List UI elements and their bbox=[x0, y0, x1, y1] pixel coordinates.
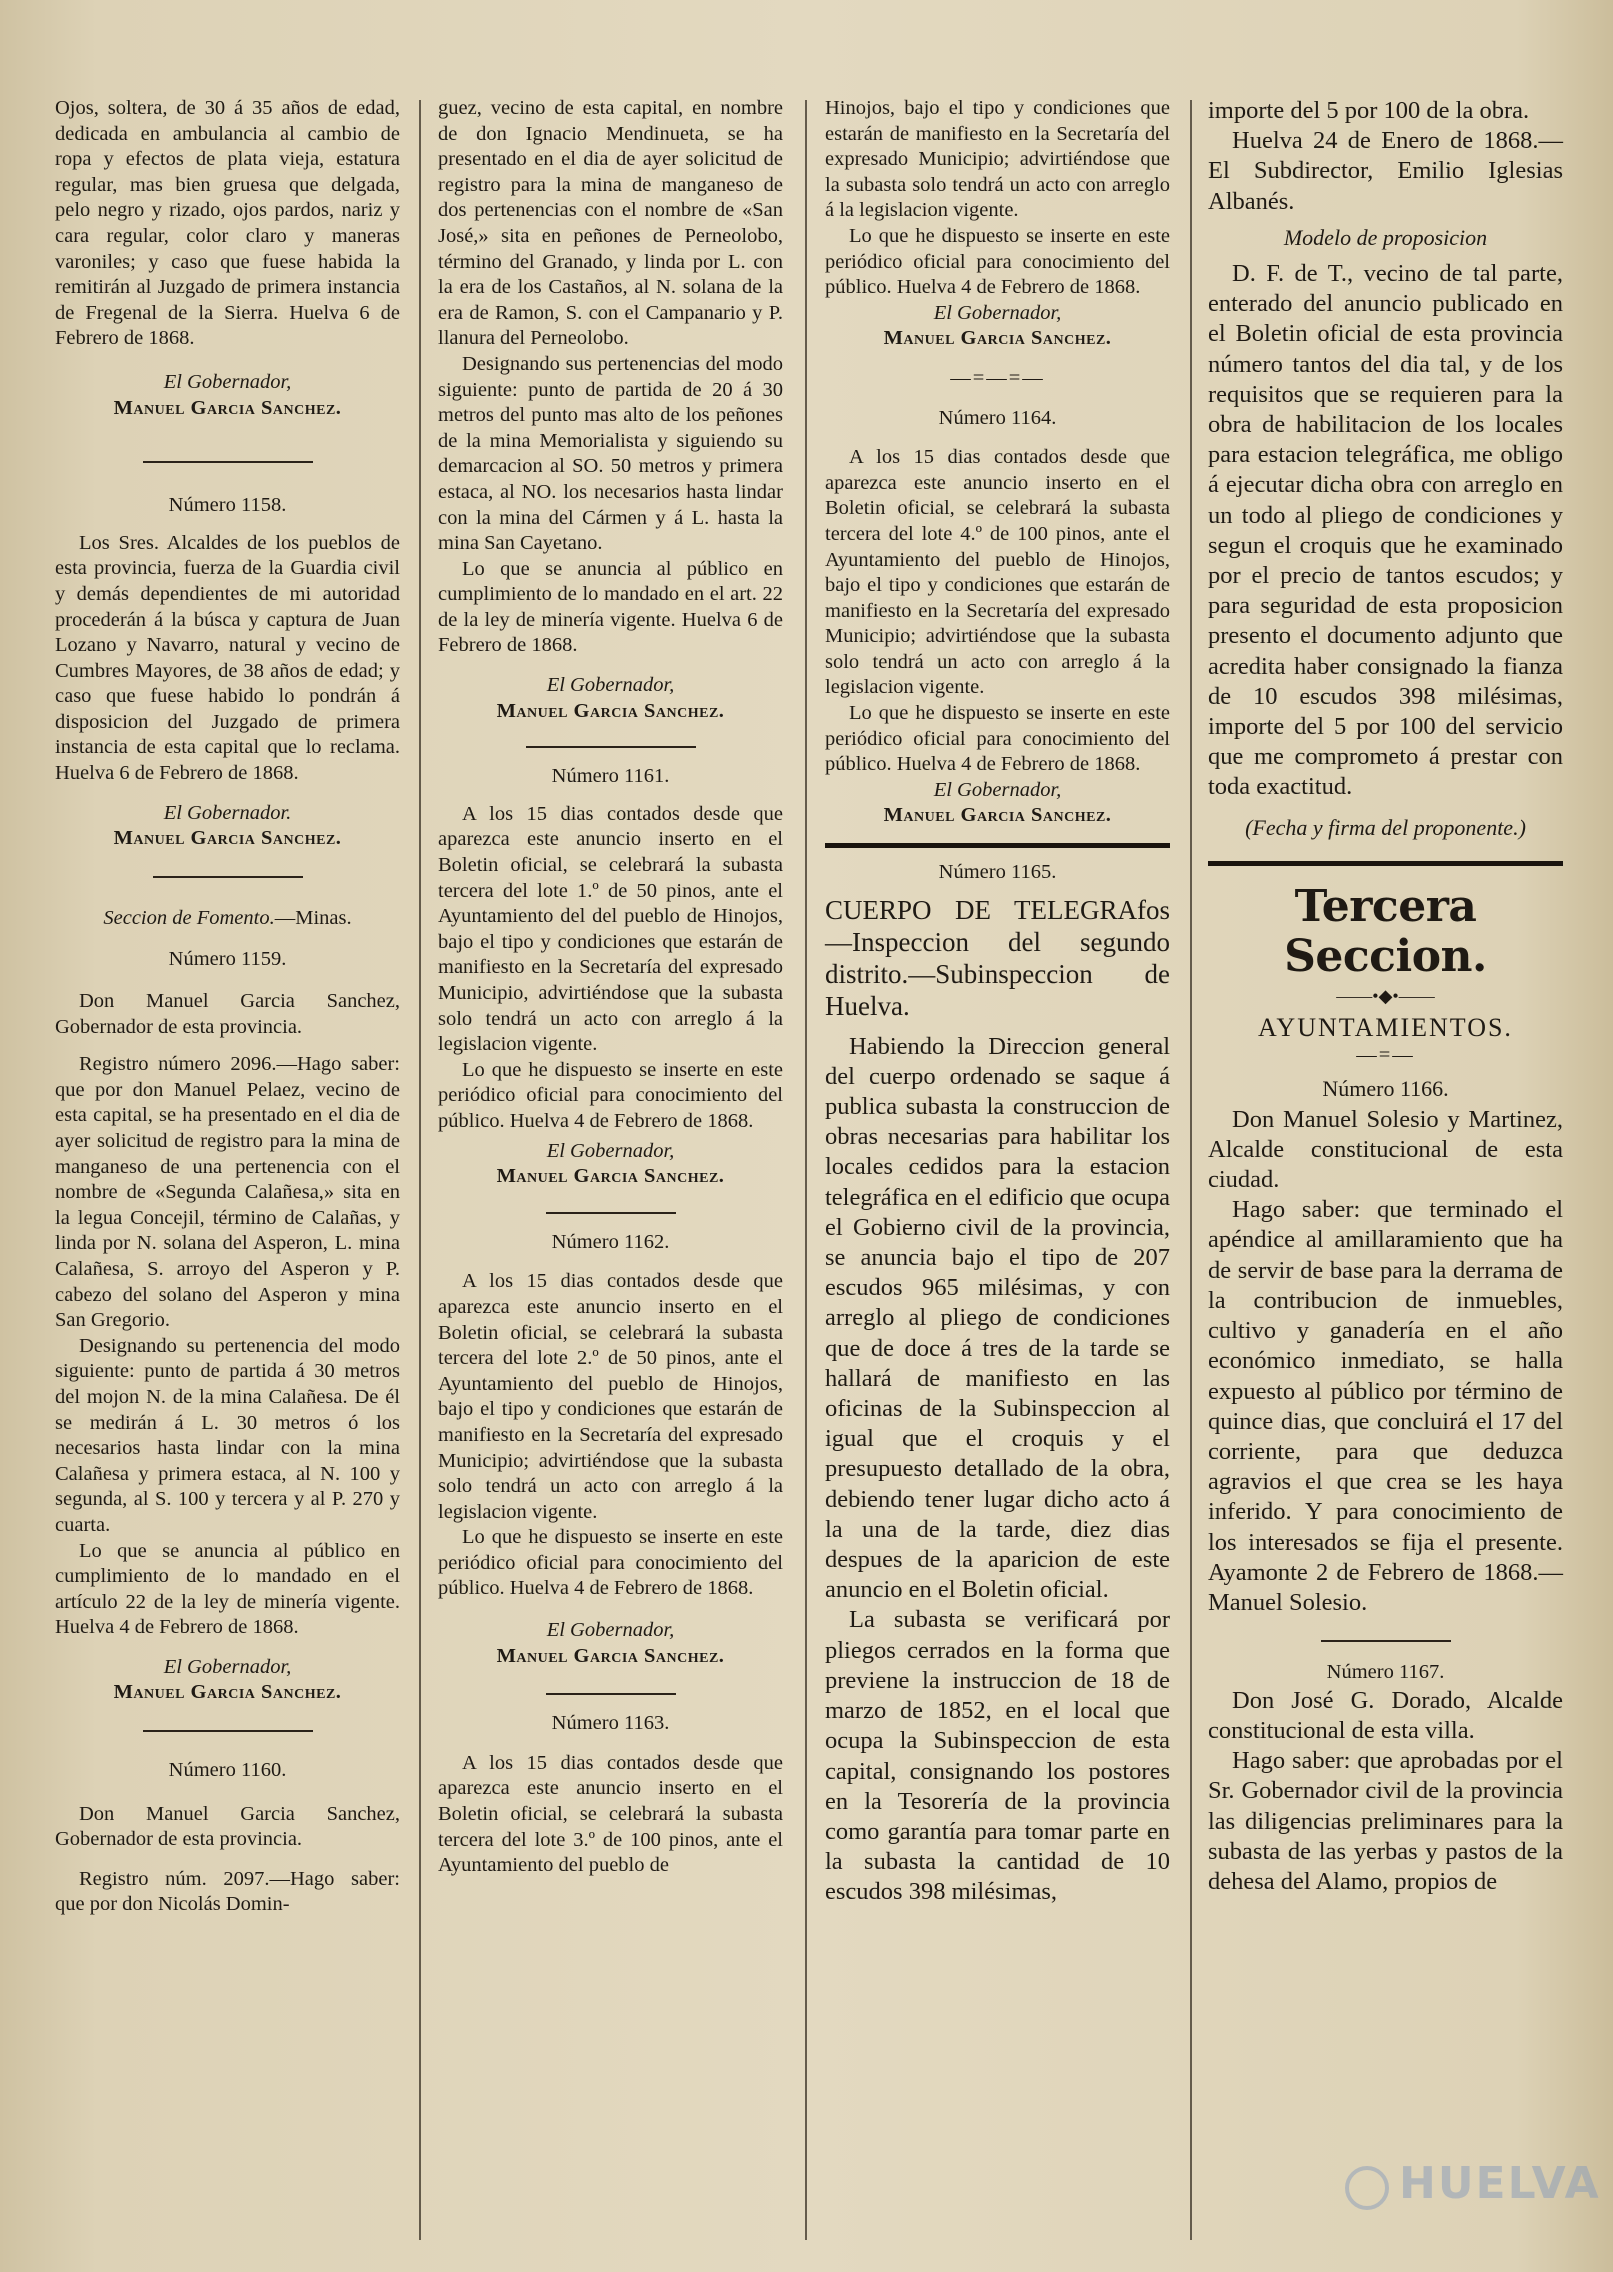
notice-text: Los Sres. Alcaldes de los pueblos de esta provincia, fuerza de la Guardia civil y demás dependientes de mi autoridad procederán á la búsca y captura de Juan Lozano y Navarro, natural y vecino de Cumbres Mayores, de 38 años de edad; y caso que fuese habido lo pondrán á disposicion del Juzgado de primera instancia de esta capital que lo reclama. Huelva 6 de Febrero de 1868. bbox=[55, 531, 400, 785]
notice-number: Número 1166. bbox=[1322, 1076, 1449, 1102]
signature bbox=[55, 801, 400, 852]
thick-rule bbox=[825, 843, 1170, 848]
notice-number: Número 1158. bbox=[168, 494, 287, 517]
signature-name: Manuel Garcia Sanchez. bbox=[496, 1644, 725, 1667]
signature-name: Manuel Garcia Sanchez. bbox=[883, 804, 1112, 827]
notice-text: Lo que he dispuesto se inserte en este periódico oficial para conocimiento del público. Huelva 4 de Febrero de 1868. bbox=[825, 224, 1170, 299]
signature bbox=[438, 1139, 783, 1190]
notice-text: D. F. de T., vecino de tal parte, enterado del anuncio publicado en el Boletin oficial de esta provincia número tantos del dia tal, y de los requisitos que se requieren para la obra de habilitacion de los locales para estacion telegráfica, me obligo á ejecutar dicha obra con arreglo en un todo al pliego de condiciones y segun el croquis que he examinado por el precio de tantos escudos; y para seguridad de esta proposicion presento el documento adjunto que acredita haber consignado la fianza de 10 escudos 398 milésimas, importe del 5 por 100 del servicio que me comprometo á prestar con toda exactitud. bbox=[1208, 260, 1563, 801]
notice-text: A los 15 dias contados desde que aparezca este anuncio inserto en el Boletin oficial, se celebrará la subasta tercera del lote 3.º de 100 pinos, ante el Ayuntamiento del pueblo de bbox=[438, 1751, 783, 1877]
notice-text: Hago saber: que aprobadas por el Sr. Gobernador civil de la provincia las diligencias preliminares para la subasta de las yerbas y pastos de la dehesa del Alamo, propios de bbox=[1208, 1747, 1563, 1895]
notice-text: Huelva 24 de Enero de 1868.—El Subdirector, Emilio Iglesias Albanés. bbox=[1208, 127, 1563, 215]
signature-name: Manuel Garcia Sanchez. bbox=[113, 396, 342, 419]
notice-text: Registro núm. 2097.—Hago saber: que por don Nicolás Domin- bbox=[55, 1867, 400, 1916]
signature-name: Manuel Garcia Sanchez. bbox=[496, 1165, 725, 1188]
dash-separator: —=— bbox=[1356, 1043, 1415, 1066]
notice-number: Número 1164. bbox=[938, 406, 1057, 429]
notice-heading: Don José G. Dorado, Alcalde constitucional de esta villa. bbox=[1208, 1686, 1563, 1744]
column-rule-2 bbox=[805, 100, 807, 2240]
signature-name: Manuel Garcia Sanchez. bbox=[113, 827, 342, 850]
section-subtitle: —Minas. bbox=[274, 906, 352, 929]
column-2 bbox=[438, 96, 783, 1879]
signature bbox=[438, 1618, 783, 1669]
notice-text: Hinojos, bajo el tipo y condiciones que estarán de manifiesto en la Secretaría del expresado Municipio; advirtiéndose que la subasta solo tendrá un acto con arreglo á la legislacion vigente. bbox=[825, 97, 1170, 222]
notice-number: Número 1160. bbox=[168, 1759, 287, 1782]
notice-text: A los 15 dias contados desde que aparezca este anuncio inserto en el Boletin oficial, se celebrará la subasta tercera del lote 1.º de 50 pinos, ante el Ayuntamiento del del pueblo de Hinojos, bajo el tipo y condiciones que estarán de manifiesto en la Secretaría del expresado Municipio, advirtiéndose que la subasta solo tendrá un acto con arreglo á la legislacion vigente. bbox=[438, 802, 783, 1056]
notice-text: Ojos, soltera, de 30 á 35 años de edad, dedicada en ambulancia al cambio de ropa y efectos de plata vieja, estatura regular, mas bien gruesa que delgada, pelo negro y rizado, ojos pardos, nariz y cara regular, color claro y maneras varoniles; y caso que fuese habida la remitirán al Juzgado de primera instancia de Fregenal de la Sierra. Huelva 6 de Febrero de 1868. bbox=[55, 97, 400, 350]
huelva-watermark bbox=[1345, 2158, 1601, 2216]
signature-name: Manuel Garcia Sanchez. bbox=[113, 1681, 342, 1704]
separator bbox=[143, 1730, 313, 1732]
signature-title: El Gobernador, bbox=[546, 1139, 675, 1162]
notice-number: Número 1165. bbox=[938, 861, 1057, 884]
notice-heading: Don Manuel Solesio y Martinez, Alcalde constitucional de esta ciudad. bbox=[1208, 1105, 1563, 1194]
notice-heading: Don Manuel Garcia Sanchez, Gobernador de esta provincia. bbox=[55, 1802, 400, 1851]
separator bbox=[546, 1693, 676, 1695]
notice-text: Registro número 2096.—Hago saber: que por don Manuel Pelaez, vecino de esta capital, se ha presentado en el dia de ayer solicitud de registro para la mina de manganeso de una pertenencia con el nombre de «Segunda Calañesa,» sita en la legua Concejil, término de Calañas, y linda por N. solana del Asperon, L. mina Calañesa, S. arroyo del Asperon y P. cabezo del solano del Asperon y mina San Gregorio. bbox=[55, 1053, 400, 1332]
ornament-icon: ——•◆•—— bbox=[1336, 985, 1435, 1006]
notice-text: Designando su pertenencia del modo siguiente: punto de partida á 30 metros del mojon N. de la mina Calañesa. De él se medirán á L. 30 metros ó los necesarios hasta lindar con la mina Calañesa y primera estaca, al N. 100 y segunda, al S. 100 y tercera y al P. 270 y cuarta. bbox=[55, 1334, 400, 1536]
signature-title: El Gobernador, bbox=[163, 1655, 292, 1678]
column-3 bbox=[825, 96, 1170, 1908]
notice-text: Lo que se anuncia al público en cumplimiento de lo mandado en el artículo 22 de la ley de minería vigente. Huelva 4 de Febrero de 1868. bbox=[55, 1539, 400, 1639]
model-title: Modelo de proposicion bbox=[1283, 224, 1488, 250]
notice-text: La subasta se verificará por pliegos cerrados en la forma que previene la instruccion de 18 de marzo de 1852, en el local que ocupa la Subinspeccion de esta capital, consignando los postores en la Tesorería de la provincia como garantía para tomar parte en la subasta la cantidad de 10 escudos 398 milésimas, bbox=[825, 1606, 1170, 1906]
notice-text: importe del 5 por 100 de la obra. bbox=[1208, 97, 1530, 124]
dash-separator: —=—=— bbox=[950, 366, 1045, 389]
signature-title: El Gobernador, bbox=[546, 1619, 675, 1642]
signature bbox=[825, 301, 1170, 352]
section-title: Tercera Seccion. bbox=[1284, 880, 1487, 982]
separator bbox=[546, 1212, 676, 1214]
notice-number: Número 1167. bbox=[1326, 1661, 1445, 1684]
notice-text: guez, vecino de esta capital, en nombre de don Ignacio Mendinueta, se ha presentado en el dia de ayer solicitud de registro para la mina de manganeso de dos pertenencias con el nombre de «San José,» sita en peñones de Perneolobo, término del Granado, y linda por L. con la era de los Castaños, al N. solana de la era de Ramon, S. con el Campanario y P. llanura del Perneolobo. bbox=[438, 97, 783, 350]
signature-title: El Gobernador, bbox=[546, 674, 675, 697]
separator bbox=[143, 461, 313, 463]
separator bbox=[1321, 1640, 1451, 1642]
notice-text: Lo que he dispuesto se inserte en este periódico oficial para conocimiento del público. Huelva 4 de Febrero de 1868. bbox=[438, 1058, 783, 1132]
column-rule-3 bbox=[1190, 100, 1192, 2240]
notice-number: Número 1159. bbox=[168, 948, 287, 971]
signature-title: El Gobernador, bbox=[933, 778, 1062, 801]
thick-rule bbox=[1208, 861, 1563, 866]
date-signature-note: (Fecha y firma del proponente.) bbox=[1245, 814, 1526, 840]
notice-number: Número 1161. bbox=[551, 765, 670, 788]
signature bbox=[825, 778, 1170, 829]
seal-icon bbox=[1345, 2166, 1389, 2210]
notice-heading: CUERPO DE TELEGRAfos —Inspeccion del segundo distrito.—Subinspeccion de Huelva. bbox=[825, 894, 1170, 1021]
notice-text: Designando sus pertenencias del modo siguiente: punto de partida de 20 á 30 metros del punto mas alto de los peñones de la mina Memorialista y siguiendo su demarcacion al SO. 50 metros y primera estaca, al NO. los necesarios hasta lindar con la mina del Cármen y á L. hasta la mina San Cayetano. bbox=[438, 352, 783, 555]
column-4 bbox=[1208, 96, 1563, 1897]
column-rule-1 bbox=[419, 100, 421, 2240]
section-title: Seccion de Fomento. bbox=[103, 906, 275, 929]
signature-title: El Gobernador, bbox=[933, 301, 1062, 324]
signature-title: El Gobernador, bbox=[163, 370, 292, 393]
notice-text: A los 15 dias contados desde que aparezca este anuncio inserto en el Boletin oficial, se celebrará la subasta tercera del lote 2.º de 50 pinos, ante el Ayuntamiento del pueblo de Hinojos, bajo el tipo y condiciones que estarán de manifiesto en la Secretaría del expresado Municipio; advirtiéndose que la subasta solo tendrá un acto con arreglo á la legislacion vigente. bbox=[438, 1270, 783, 1523]
signature bbox=[55, 1655, 400, 1706]
signature bbox=[55, 370, 400, 421]
notice-number: Número 1163. bbox=[551, 1712, 670, 1735]
notice-text: Lo que he dispuesto se inserte en este periódico oficial para conocimiento del público. Huelva 4 de Febrero de 1868. bbox=[438, 1526, 783, 1600]
separator bbox=[153, 876, 303, 878]
section-subtitle: AYUNTAMIENTOS. bbox=[1258, 1012, 1513, 1042]
signature-name: Manuel Garcia Sanchez. bbox=[883, 327, 1112, 350]
notice-heading: Don Manuel Garcia Sanchez, Gobernador de esta provincia. bbox=[55, 990, 400, 1038]
separator bbox=[526, 746, 696, 748]
notice-text: Hago saber: que terminado el apéndice al amillaramiento que ha de servir de base para la derrama de la contribucion de inmuebles, cultivo y ganadería en el año económico inmediato, se halla expuesto al público por término de quince dias, que concluirá el 17 del corriente, para que deduzca agravios el que crea se les haya inferido. Y para conocimiento de los interesados se fija el presente. Ayamonte 2 de Febrero de 1868.—Manuel Solesio. bbox=[1208, 1196, 1563, 1616]
signature-name: Manuel Garcia Sanchez. bbox=[496, 699, 725, 722]
notice-number: Número 1162. bbox=[551, 1230, 670, 1253]
notice-text: Lo que se anuncia al público en cumplimiento de lo mandado en el art. 22 de la ley de minería vigente. Huelva 6 de Febrero de 1868. bbox=[438, 557, 783, 657]
notice-text: A los 15 dias contados desde que aparezca este anuncio inserto en el Boletin oficial, se celebrará la subasta tercera del lote 4.º de 100 pinos, ante el Ayuntamiento del pueblo de Hinojos, bajo el tipo y condiciones que estarán de manifiesto en la Secretaría del expresado Municipio; advirtiéndose que la subasta solo tendrá un acto con arreglo á la legislacion vigente. bbox=[825, 446, 1170, 699]
watermark-text: HUELVA bbox=[1399, 2158, 1601, 2209]
signature bbox=[438, 673, 783, 724]
section-heading bbox=[55, 906, 400, 932]
signature-title: El Gobernador. bbox=[163, 801, 292, 824]
notice-text: Lo que he dispuesto se inserte en este periódico oficial para conocimiento del público. Huelva 4 de Febrero de 1868. bbox=[825, 702, 1170, 776]
column-1 bbox=[55, 96, 400, 1918]
notice-text: Habiendo la Direccion general del cuerpo ordenado se saque á publica subasta la construccion de obras necesarias para habilitar los locales cedidos para la estacion telegráfica en el edificio que ocupa el Gobierno civil de la provincia, se anuncia bajo el tipo de 207 escudos 965 milésimas, y con arreglo al pliego de condiciones que de doce á tres de la tarde se hallará de manifiesto en las oficinas de la Subinspeccion al igual que el croquis y el presupuesto detallado de la obra, debiendo tener lugar dicho acto á la una de la tarde, diez dias despues de la aparicion de este anuncio en el Boletin oficial. bbox=[825, 1032, 1170, 1604]
